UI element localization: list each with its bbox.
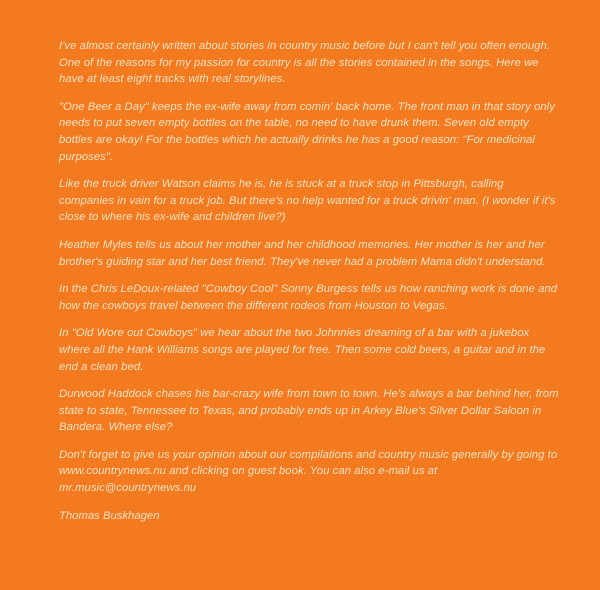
paragraph-truck-driver: Like the truck driver Watson claims he is, he is stuck at a truck stop in Pittsburgh, calling companies in vain for a truck job. But there's no help wanted for a truck drivin' man. (I wonder if it's close to where his ex-wife and children live?)	[59, 178, 556, 224]
paragraph-old-wore-out-cowboys: In "Old Wore out Cowboys" we hear about the two Johnnies dreaming of a bar with a jukebox where all the Hank Williams songs are played for free. Then some cold beers, a guitar and in the end a clean bed.	[59, 327, 546, 373]
paragraph-heather-myles: Heather Myles tells us about her mother and her childhood memories. Her mother is her and her brother's guiding star and her best friend. They've never had a problem Mama didn't understand.	[59, 238, 546, 268]
author-signature: Thomas Buskhagen	[59, 509, 160, 522]
paragraph-durwood-haddock: Durwood Haddock chases his bar-crazy wife from town to town. He's always a bar behind her, from state to state, Tennessee to Texas, and probably ends up in Arkey Blue's Silver Dollar Saloon in Bandera. Where else?	[59, 388, 559, 434]
paragraph-intro: I've almost certainly written about stories in country music before but I can't tell you often enough. One of the reasons for my passion for country is all the stories contained in the songs. Here we have at least eight tracks with real storylines.	[59, 40, 551, 86]
paragraph-one-beer-a-day: "One Beer a Day" keeps the ex-wife away from comin' back home. The front man in that story only needs to put seven empty bottles on the table, no need to have drunk them. Seven old empty bottles are okay! For the bottles which he actually drinks he has a good reason: "For medicinal purposes".	[59, 100, 555, 163]
paragraph-contact: Don't forget to give us your opinion about our compilations and country music generally by going to www.countrynews.nu and clicking on guest book. You can also e-mail us at mr.music@countrynews.nu	[59, 448, 558, 495]
paragraph-cowboy-cool: In the Chris LeDoux-related "Cowboy Cool" Sonny Burgess tells us how ranching work is done and how the cowboys travel between the different rodeos from Houston to Vegas.	[59, 283, 558, 312]
